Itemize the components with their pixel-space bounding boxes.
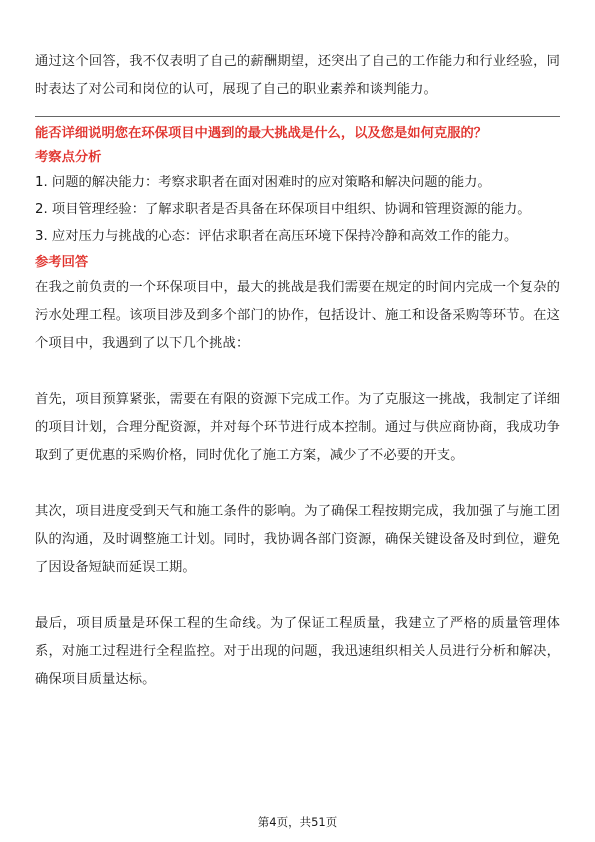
- paragraph-gap: [35, 470, 560, 498]
- page-footer: 第4页，共51页: [257, 815, 338, 829]
- answer-paragraph: 在我之前负责的一个环保项目中，最大的挑战是我们需要在规定的时间内完成一个复杂的污水处理工程。该项目涉及到多个部门的协作，包括设计、施工和设备采购等环节。在这个项目中，我遇到了以下几个挑战：: [35, 280, 560, 351]
- section-divider: [35, 116, 560, 117]
- analysis-item: 3. 应对压力与挑战的心态：评估求职者在高压环境下保持冷静和高效工作的能力。: [35, 229, 518, 244]
- paragraph-gap: [35, 582, 560, 610]
- answer-title: 参考回答: [35, 255, 89, 270]
- analysis-item: 1. 问题的解决能力：考察求职者在面对困难时的应对策略和解决问题的能力。: [35, 175, 491, 190]
- paragraph-gap: [35, 358, 560, 386]
- question-heading: 能否详细说明您在环保项目中遇到的最大挑战是什么，以及您是如何克服的？: [35, 126, 488, 141]
- page-content: [35, 48, 560, 694]
- answer-paragraph: 最后，项目质量是环保工程的生命线。为了保证工程质量，我建立了严格的质量管理体系，对施工过程进行全程监控。对于出现的问题，我迅速组织相关人员进行分析和解决，确保项目质量达标。: [35, 616, 560, 687]
- analysis-list: [35, 169, 560, 250]
- analysis-title: 考察点分析: [35, 150, 102, 165]
- analysis-item: 2. 项目管理经验：了解求职者是否具备在环保项目中组织、协调和管理资源的能力。: [35, 202, 531, 217]
- answer-paragraph: 其次，项目进度受到天气和施工条件的影响。为了确保工程按期完成，我加强了与施工团队的沟通，及时调整施工计划。同时，我协调各部门资源，确保关键设备及时到位，避免了因设备短缺而延误工期。: [35, 504, 560, 575]
- answer-paragraph: 首先，项目预算紧张，需要在有限的资源下完成工作。为了克服这一挑战，我制定了详细的项目计划，合理分配资源，并对每个环节进行成本控制。通过与供应商协商，我成功争取到了更优惠的采购价格，同时优化了施工方案，减少了不必要的开支。: [35, 392, 560, 463]
- intro-paragraph: 通过这个回答，我不仅表明了自己的薪酬期望，还突出了自己的工作能力和行业经验，同时表达了对公司和岗位的认可，展现了自己的职业素养和谈判能力。: [35, 54, 560, 97]
